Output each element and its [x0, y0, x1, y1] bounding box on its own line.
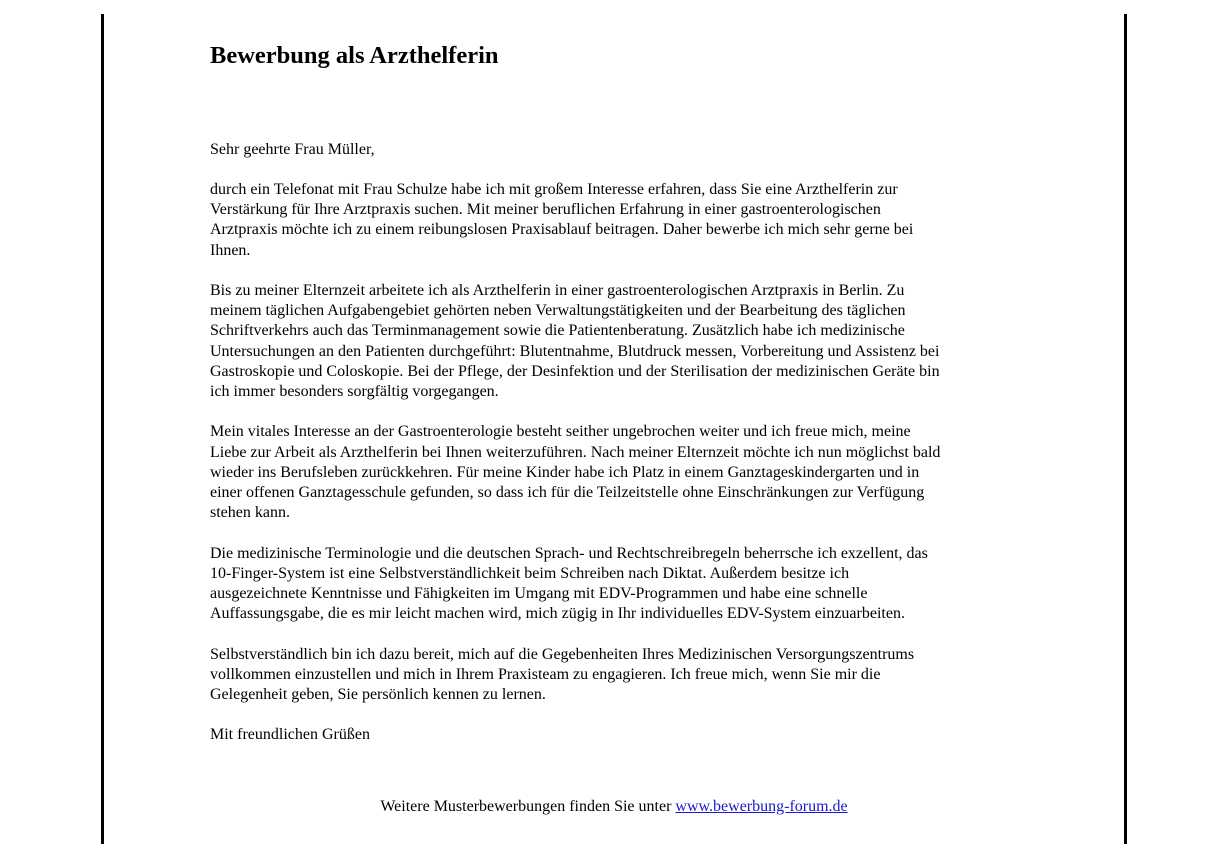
- paragraph-line: Untersuchungen an den Patienten durchgeführt: Blutentnahme, Blutdruck messen, Vorbereitung und Assistenz bei: [210, 342, 940, 360]
- paragraph-line: Schriftverkehrs auch das Terminmanagement sowie die Patientenberatung. Zusätzlich habe ich medizinische: [210, 322, 905, 340]
- paragraph-line: Gastroskopie und Coloskopie. Bei der Pflege, der Desinfektion und der Sterilisation der medizinischen Geräte bin: [210, 362, 940, 380]
- page-border-left: [101, 14, 104, 844]
- paragraph-line: Mein vitales Interesse an der Gastroenterologie besteht seither ungebrochen weiter und ich freue mich, meine: [210, 423, 911, 441]
- paragraph-line: vollkommen einzustellen und mich in Ihrem Praxisteam zu engagieren. Ich freue mich, wenn Sie mir die: [210, 665, 881, 683]
- paragraph-4: [210, 544, 1030, 625]
- paragraph-line: Verstärkung für Ihre Arztpraxis suchen. Mit meiner beruflichen Erfahrung in einer gastroenterologischen: [210, 201, 881, 219]
- salutation: Sehr geehrte Frau Müller,: [210, 141, 375, 158]
- footer: [0, 797, 1228, 817]
- paragraph-line: einer offenen Ganztagesschule gefunden, so dass ich für die Teilzeitstelle ohne Einschränkungen zur Verfügung: [210, 484, 925, 502]
- paragraph-line: Bis zu meiner Elternzeit arbeitete ich als Arzthelferin in einer gastroenterologischen Arztpraxis in Berlin. Zu: [210, 282, 905, 299]
- paragraph-line: Liebe zur Arbeit als Arzthelferin bei Ihnen weiterzuführen. Nach meiner Elternzeit möchte ich nun möglichst bald: [210, 443, 941, 461]
- paragraph-1: [210, 180, 1030, 261]
- paragraph-line: durch ein Telefonat mit Frau Schulze habe ich mit großem Interesse erfahren, dass Sie eine Arzthelferin zur: [210, 181, 898, 198]
- paragraph-line: ich immer besonders sorgfältig vorgegangen.: [210, 383, 499, 401]
- paragraph-line: wieder ins Berufsleben zurückkehren. Für meine Kinder habe ich Platz in einem Ganztageskindergarten und in: [210, 463, 920, 481]
- letter-body: [210, 180, 1030, 746]
- paragraph-3: [210, 422, 1030, 523]
- paragraph-line: ausgezeichnete Kenntnisse und Fähigkeiten im Umgang mit EDV-Programmen und habe eine schnelle: [210, 585, 868, 603]
- paragraph-line: Ihnen.: [210, 241, 251, 259]
- paragraph-line: Die medizinische Terminologie und die deutschen Sprach- und Rechtschreibregeln beherrsche ich exzellent, das: [210, 544, 928, 562]
- paragraph-line: Auffassungsgabe, die es mir leicht machen wird, mich zügig in Ihr individuelles EDV-System einzuarbeiten.: [210, 605, 905, 623]
- closing: Mit freundlichen Grüßen: [210, 726, 370, 744]
- footer-text: Weitere Musterbewerbungen finden Sie unter: [380, 798, 676, 815]
- paragraph-line: meinem täglichen Aufgabengebiet gehörten neben Verwaltungstätigkeiten und der Bearbeitung des täglichen: [210, 302, 906, 320]
- paragraph-line: Gelegenheit geben, Sie persönlich kennen zu lernen.: [210, 686, 546, 704]
- paragraph-line: 10-Finger-System ist eine Selbstverständlichkeit beim Schreiben nach Diktat. Außerdem besitze ich: [210, 564, 850, 582]
- letter-title: Bewerbung als Arzthelferin: [210, 42, 499, 69]
- paragraph-line: Selbstverständlich bin ich dazu bereit, mich auf die Gegebenheiten Ihres Medizinischen Versorgungszentrums: [210, 645, 915, 663]
- paragraph-line: Arztpraxis möchte ich zu einem reibungslosen Praxisablauf beitragen. Daher bewerbe ich mich sehr gerne bei: [210, 221, 914, 239]
- paragraph-line: stehen kann.: [210, 504, 290, 522]
- paragraph-2: [210, 281, 1030, 402]
- page-border-right: [1124, 14, 1127, 844]
- paragraph-5: [210, 645, 1030, 706]
- letter: [210, 40, 1030, 744]
- footer-link[interactable]: www.bewerbung-forum.de: [675, 798, 848, 815]
